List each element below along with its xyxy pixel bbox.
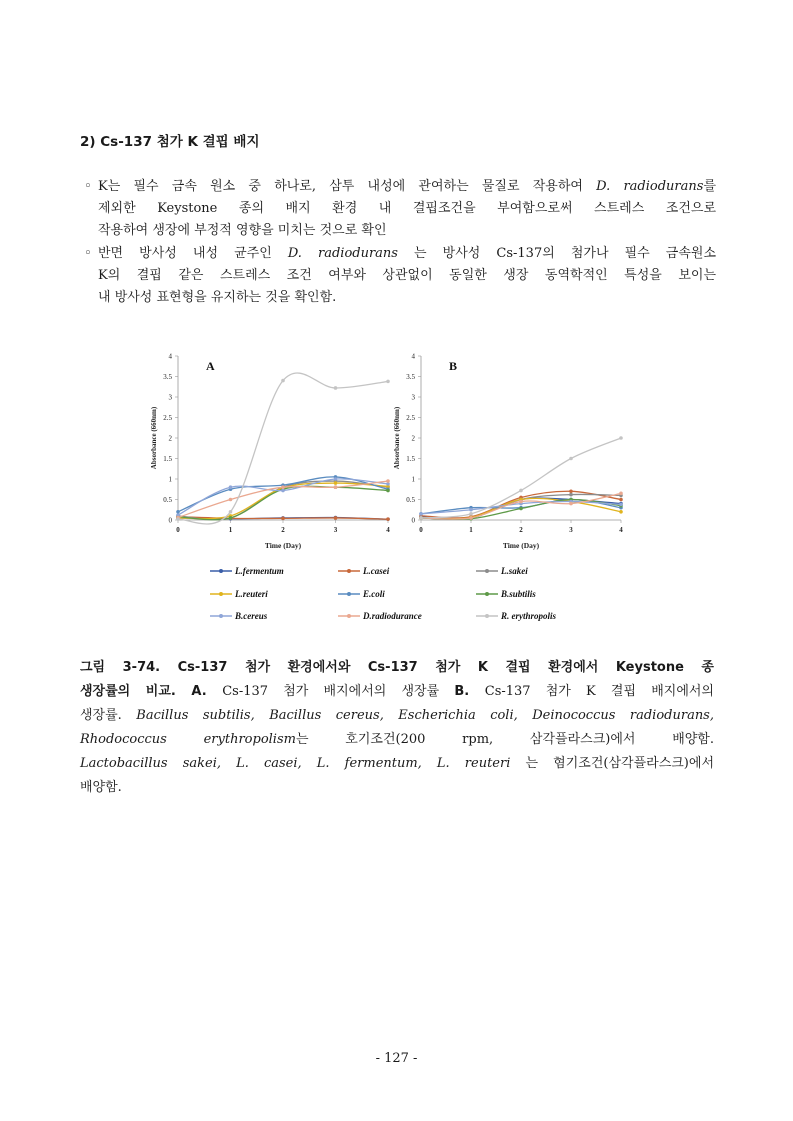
data-point	[386, 380, 390, 384]
data-point	[334, 485, 338, 489]
legend-label: B.subtilis	[501, 589, 536, 599]
x-tick-label: 1	[469, 526, 473, 534]
data-point	[569, 493, 573, 497]
y-tick-label: 3	[168, 393, 172, 402]
data-point	[229, 485, 233, 489]
text-segment: K는 필수 금속 원소 중 하나로, 삼투 내성에 관여하는 물질로 작용하여	[98, 179, 597, 194]
y-tick-label: 0	[168, 516, 172, 525]
y-tick-label: 0.5	[163, 496, 172, 504]
legend-label: R. erythropolis	[501, 611, 557, 621]
bullet-item	[84, 176, 716, 243]
data-point	[281, 517, 285, 521]
text-segment: 반면 방사성 내성 균주인	[98, 245, 288, 261]
data-point	[229, 516, 233, 520]
legend-marker	[219, 569, 223, 573]
panel-label: B	[449, 359, 458, 373]
data-point	[569, 490, 573, 494]
bullet-line	[98, 198, 716, 220]
text-segment: 내 방사성 표현형을 유지하는 것을 확인함.	[98, 290, 337, 306]
caption-line	[80, 776, 714, 800]
bullet-line	[98, 287, 716, 309]
panel-label: A	[206, 359, 215, 373]
x-tick-label: 3	[333, 526, 338, 534]
bullet-list	[84, 176, 716, 309]
legend-label: L.reuteri	[235, 589, 268, 599]
legend-label: B.cereus	[235, 611, 268, 621]
figure-caption	[80, 656, 714, 800]
y-axis-label: Absorbance (660nm)	[393, 406, 401, 470]
text-segment: 는 혐기조건(삼각플라스크)에서	[510, 756, 714, 771]
y-axis-label: Absorbance (660nm)	[150, 406, 158, 470]
data-point	[619, 510, 623, 514]
y-tick-label: 0.5	[406, 496, 415, 504]
x-tick-label: 0	[176, 526, 180, 534]
data-point	[386, 489, 390, 493]
caption-line	[80, 656, 714, 680]
data-point	[281, 489, 285, 493]
y-tick-label: 2.5	[163, 414, 172, 422]
legend-marker	[485, 569, 489, 573]
x-tick-label: 2	[519, 526, 523, 534]
data-point	[519, 489, 523, 493]
data-point	[469, 516, 473, 520]
legend-label: L.fermentum	[235, 566, 284, 576]
data-point	[176, 510, 180, 514]
data-point	[469, 512, 473, 516]
text-segment: B.	[454, 684, 485, 699]
data-point	[176, 517, 180, 521]
data-point	[469, 508, 473, 512]
text-segment: 작용하여 생장에 부정적 영향을 미치는 것으로 확인	[98, 223, 387, 239]
data-point	[334, 386, 338, 390]
text-segment: 제외한 Keystone 종의 배지 환경 내 결핍조건을 부여함으로써 스트레스 조건으로	[98, 201, 716, 217]
legend-marker	[485, 592, 489, 596]
legend-label: L.casei	[363, 566, 390, 576]
y-tick-label: 4	[411, 352, 415, 361]
data-point	[619, 492, 623, 496]
section-heading: 2) Cs-137 첨가 K 결핍 배지	[80, 134, 260, 150]
y-tick-label: 1.5	[163, 455, 172, 463]
y-tick-label: 1	[411, 475, 415, 484]
data-point	[281, 379, 285, 383]
data-point	[619, 503, 623, 507]
legend-marker	[347, 569, 351, 573]
legend-marker	[347, 614, 351, 618]
y-tick-label: 1	[168, 475, 172, 484]
x-tick-label: 3	[569, 526, 573, 534]
data-point	[334, 477, 338, 481]
text-segment: 는 호기조건(200 rpm, 삼각플라스크)에서 배양함.	[295, 732, 714, 747]
data-point	[519, 507, 523, 511]
data-point	[334, 481, 338, 485]
y-tick-label: 3.5	[406, 373, 415, 381]
legend-marker	[219, 614, 223, 618]
caption-line	[80, 704, 714, 728]
legend-marker	[485, 614, 489, 618]
data-point	[229, 498, 233, 502]
data-point	[419, 516, 423, 520]
y-tick-label: 1.5	[406, 455, 415, 463]
text-segment: 그림 3-74. Cs-137 첨가 환경에서와 Cs-137 첨가 K 결핍 환경에서 Keystone 종	[80, 660, 714, 675]
legend-label: E.coli	[363, 589, 385, 599]
italic-text: D. radiodurans	[596, 179, 704, 194]
text-segment: Cs-137 첨가 K 결핍 배지에서의	[484, 684, 714, 699]
caption-line	[80, 752, 714, 776]
bullet-line	[98, 243, 716, 265]
text-segment: 를	[703, 179, 716, 194]
text-segment: 는 방사성 Cs-137의 첨가나 필수 금속원소	[397, 245, 716, 261]
page-number: - 127 -	[375, 1051, 418, 1066]
legend-marker	[219, 592, 223, 596]
text-segment: Cs-137 첨가 배지에서의 생장률	[222, 684, 455, 699]
growth-charts-figure	[148, 348, 638, 628]
italic-text: Bacillus subtilis, Bacillus cereus, Escherichia coli, Deinococcus radiodurans,	[136, 708, 714, 723]
series-line-r-erythropolis	[178, 373, 388, 524]
data-point	[229, 510, 233, 514]
y-tick-label: 2	[411, 434, 415, 443]
data-point	[619, 498, 623, 502]
bullet-mark: ◦	[84, 245, 92, 261]
y-tick-label: 2.5	[406, 414, 415, 422]
x-tick-label: 4	[386, 526, 390, 534]
bullet-line	[98, 220, 716, 242]
data-point	[619, 436, 623, 440]
x-tick-label: 1	[228, 526, 233, 534]
data-point	[569, 457, 573, 461]
text-segment: A.	[191, 684, 223, 699]
x-tick-label: 0	[419, 526, 423, 534]
bullet-mark: ◦	[84, 179, 92, 194]
italic-text: Rhodococcus erythropolism	[80, 732, 296, 747]
legend-label: D.radiodurance	[363, 611, 422, 621]
data-point	[334, 516, 338, 520]
y-tick-label: 3.5	[163, 373, 172, 381]
bullet-line	[98, 176, 716, 198]
italic-text: D. radiodurans	[287, 245, 398, 261]
data-point	[386, 517, 390, 521]
text-segment: 생장률의 비교.	[80, 684, 192, 699]
bullet-item	[84, 243, 716, 310]
data-point	[386, 479, 390, 483]
italic-text: Lactobacillus sakei, L. casei, L. fermentum, L. reuteri	[80, 756, 511, 771]
caption-line	[80, 680, 714, 704]
legend-marker	[347, 592, 351, 596]
y-tick-label: 0	[411, 516, 415, 525]
data-point	[569, 502, 573, 506]
legend-label: L.sakei	[501, 566, 528, 576]
x-tick-label: 4	[619, 526, 623, 534]
bullet-line	[98, 265, 716, 287]
data-point	[419, 512, 423, 516]
x-axis-label: Time (Day)	[502, 541, 540, 550]
y-tick-label: 4	[168, 352, 172, 361]
y-tick-label: 3	[411, 393, 415, 402]
x-axis-label: Time (Day)	[264, 541, 302, 550]
y-tick-label: 2	[168, 434, 172, 443]
data-point	[281, 485, 285, 489]
text-segment: 생장률.	[80, 708, 137, 723]
data-point	[519, 500, 523, 504]
text-segment: K의 결핍 같은 스트레스 조건 여부와 상관없이 동일한 생장 동역학적인 특성을 보이는	[98, 267, 716, 283]
caption-line	[80, 728, 714, 752]
text-segment: 배양함.	[80, 780, 122, 795]
x-tick-label: 2	[281, 526, 285, 534]
